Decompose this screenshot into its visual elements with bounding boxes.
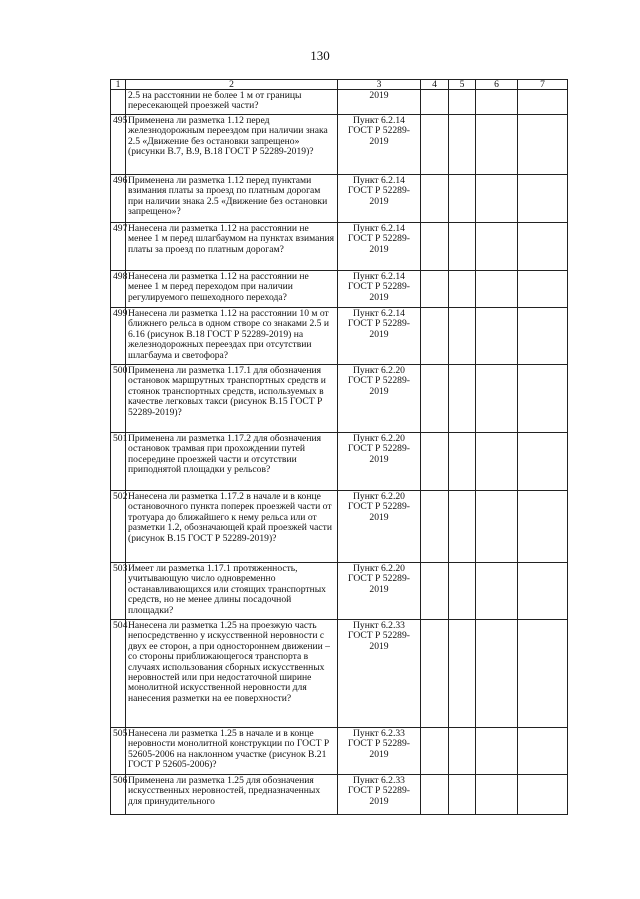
header-cell: 5 bbox=[449, 80, 476, 90]
empty-cell bbox=[449, 271, 476, 308]
empty-cell bbox=[518, 223, 568, 271]
row-question: Применена ли разметка 1.25 для обозначения искусственных неровностей, предназначенных для принудительного bbox=[126, 775, 338, 815]
row-question: 2.5 на расстоянии не более 1 м от границы пересекающей проезжей части? bbox=[126, 90, 338, 115]
empty-cell bbox=[476, 223, 518, 271]
empty-cell bbox=[518, 115, 568, 175]
row-number: 496 bbox=[111, 175, 126, 223]
empty-cell bbox=[449, 365, 476, 433]
empty-cell bbox=[476, 271, 518, 308]
empty-cell bbox=[421, 563, 449, 620]
header-cell: 4 bbox=[421, 80, 449, 90]
row-question: Нанесена ли разметка 1.25 на проезжую часть непосредственно у искусственной неровности с двух ее сторон, а при одностороннем движении – со стороны приближающегося транспорта в случаях использования сборных искусственных неровностей или при недостаточной ширине монолитной искусственной неровности для нанесения разметки на ее поверхности? bbox=[126, 620, 338, 728]
empty-cell bbox=[421, 433, 449, 491]
empty-cell bbox=[421, 223, 449, 271]
row-number: 500 bbox=[111, 365, 126, 433]
empty-cell bbox=[476, 563, 518, 620]
empty-cell bbox=[421, 775, 449, 815]
row-reference: Пункт 6.2.20 ГОСТ Р 52289-2019 bbox=[338, 563, 421, 620]
row-reference: Пункт 6.2.20 ГОСТ Р 52289-2019 bbox=[338, 491, 421, 563]
table-row bbox=[111, 365, 568, 433]
table-row bbox=[111, 433, 568, 491]
row-reference: Пункт 6.2.14 ГОСТ Р 52289-2019 bbox=[338, 115, 421, 175]
row-reference: Пункт 6.2.14 ГОСТ Р 52289-2019 bbox=[338, 175, 421, 223]
row-reference: Пункт 6.2.14 ГОСТ Р 52289-2019 bbox=[338, 223, 421, 271]
row-reference: Пункт 6.2.14 ГОСТ Р 52289-2019 bbox=[338, 308, 421, 365]
empty-cell bbox=[518, 728, 568, 775]
empty-cell bbox=[476, 433, 518, 491]
row-number bbox=[111, 90, 126, 115]
empty-cell bbox=[476, 175, 518, 223]
row-question: Применена ли разметка 1.12 перед пунктами взимания платы за проезд по платным дорогам при наличии знака 2.5 «Движение без остановки запрещено»? bbox=[126, 175, 338, 223]
table-row bbox=[111, 775, 568, 815]
empty-cell bbox=[518, 491, 568, 563]
empty-cell bbox=[518, 271, 568, 308]
empty-cell bbox=[449, 223, 476, 271]
table-row bbox=[111, 491, 568, 563]
row-question: Имеет ли разметка 1.17.1 протяженность, учитывающую число одновременно останавливающихся или стоящих транспортных средств, но не менее длины посадочной площадки? bbox=[126, 563, 338, 620]
row-number: 503 bbox=[111, 563, 126, 620]
row-reference: Пункт 6.2.33 ГОСТ Р 52289-2019 bbox=[338, 620, 421, 728]
row-number: 497 bbox=[111, 223, 126, 271]
row-question: Нанесена ли разметка 1.12 на расстоянии не менее 1 м перед переходом при наличии регулируемого пешеходного перехода? bbox=[126, 271, 338, 308]
table-row bbox=[111, 308, 568, 365]
row-number: 499 bbox=[111, 308, 126, 365]
row-number: 498 bbox=[111, 271, 126, 308]
row-number: 502 bbox=[111, 491, 126, 563]
empty-cell bbox=[518, 365, 568, 433]
empty-cell bbox=[421, 365, 449, 433]
table-header-row bbox=[111, 80, 568, 90]
empty-cell bbox=[449, 775, 476, 815]
table-row bbox=[111, 728, 568, 775]
row-question: Нанесена ли разметка 1.25 в начале и в конце неровности монолитной конструкции по ГОСТ Р 52605-2006 на наклонном участке (рисунок В.21 ГОСТ Р 52605-2006)? bbox=[126, 728, 338, 775]
header-cell: 3 bbox=[338, 80, 421, 90]
empty-cell bbox=[421, 175, 449, 223]
row-question: Нанесена ли разметка 1.12 на расстоянии 10 м от ближнего рельса в одном створе со знаками 2.5 и 6.16 (рисунок В.18 ГОСТ Р 52289-2019) на железнодорожных переездах при отсутствии шлагбаума и светофора? bbox=[126, 308, 338, 365]
row-question: Нанесена ли разметка 1.12 на расстоянии не менее 1 м перед шлагбаумом на пунктах взимания платы за проезд по платным дорогам? bbox=[126, 223, 338, 271]
empty-cell bbox=[421, 308, 449, 365]
empty-cell bbox=[476, 620, 518, 728]
empty-cell bbox=[449, 620, 476, 728]
empty-cell bbox=[476, 115, 518, 175]
empty-cell bbox=[518, 90, 568, 115]
empty-cell bbox=[421, 728, 449, 775]
header-cell: 6 bbox=[476, 80, 518, 90]
row-question: Применена ли разметка 1.17.1 для обозначения остановок маршрутных транспортных средств и стоянок транспортных средств, используемых в качестве легковых такси (рисунок В.15 ГОСТ Р 52289-2019)? bbox=[126, 365, 338, 433]
row-number: 506 bbox=[111, 775, 126, 815]
table-row-continuation bbox=[111, 90, 568, 115]
empty-cell bbox=[518, 563, 568, 620]
page-number: 130 bbox=[310, 48, 330, 63]
table-row bbox=[111, 271, 568, 308]
empty-cell bbox=[518, 620, 568, 728]
empty-cell bbox=[476, 728, 518, 775]
empty-cell bbox=[449, 175, 476, 223]
checklist-table bbox=[110, 79, 568, 815]
empty-cell bbox=[518, 175, 568, 223]
row-number: 495 bbox=[111, 115, 126, 175]
empty-cell bbox=[476, 775, 518, 815]
empty-cell bbox=[449, 563, 476, 620]
empty-cell bbox=[449, 728, 476, 775]
empty-cell bbox=[518, 775, 568, 815]
row-question: Нанесена ли разметка 1.17.2 в начале и в конце остановочного пункта поперек проезжей части от тротуара до ближайшего к нему рельса или от разметки 1.2, обозначающей край проезжей части (рисунок В.15 ГОСТ Р 52289-2019)? bbox=[126, 491, 338, 563]
row-reference: Пункт 6.2.20 ГОСТ Р 52289-2019 bbox=[338, 365, 421, 433]
header-cell: 2 bbox=[126, 80, 338, 90]
empty-cell bbox=[421, 271, 449, 308]
empty-cell bbox=[476, 491, 518, 563]
table-row bbox=[111, 620, 568, 728]
row-number: 501 bbox=[111, 433, 126, 491]
row-question: Применена ли разметка 1.17.2 для обозначения остановок трамвая при прохождении путей посередине проезжей части и отсутствии приподнятой площадки у рельсов? bbox=[126, 433, 338, 491]
empty-cell bbox=[421, 90, 449, 115]
empty-cell bbox=[518, 433, 568, 491]
empty-cell bbox=[476, 308, 518, 365]
empty-cell bbox=[421, 491, 449, 563]
empty-cell bbox=[449, 308, 476, 365]
empty-cell bbox=[421, 620, 449, 728]
row-number: 504 bbox=[111, 620, 126, 728]
header-cell: 1 bbox=[111, 80, 126, 90]
row-reference: Пункт 6.2.20 ГОСТ Р 52289-2019 bbox=[338, 433, 421, 491]
empty-cell bbox=[518, 308, 568, 365]
row-number: 505 bbox=[111, 728, 126, 775]
empty-cell bbox=[449, 90, 476, 115]
table-row bbox=[111, 115, 568, 175]
empty-cell bbox=[476, 90, 518, 115]
header-cell: 7 bbox=[518, 80, 568, 90]
row-reference: Пункт 6.2.14 ГОСТ Р 52289-2019 bbox=[338, 271, 421, 308]
row-reference: Пункт 6.2.33 ГОСТ Р 52289-2019 bbox=[338, 728, 421, 775]
row-question: Применена ли разметка 1.12 перед железнодорожным переездом при наличии знака 2.5 «Движение без остановки запрещено» (рисунки В.7, В.9, В.18 ГОСТ Р 52289-2019)? bbox=[126, 115, 338, 175]
empty-cell bbox=[449, 433, 476, 491]
empty-cell bbox=[421, 115, 449, 175]
table-row bbox=[111, 223, 568, 271]
row-reference: 2019 bbox=[338, 90, 421, 115]
empty-cell bbox=[476, 365, 518, 433]
table-row bbox=[111, 563, 568, 620]
table-row bbox=[111, 175, 568, 223]
row-reference: Пункт 6.2.33 ГОСТ Р 52289-2019 bbox=[338, 775, 421, 815]
empty-cell bbox=[449, 491, 476, 563]
empty-cell bbox=[449, 115, 476, 175]
